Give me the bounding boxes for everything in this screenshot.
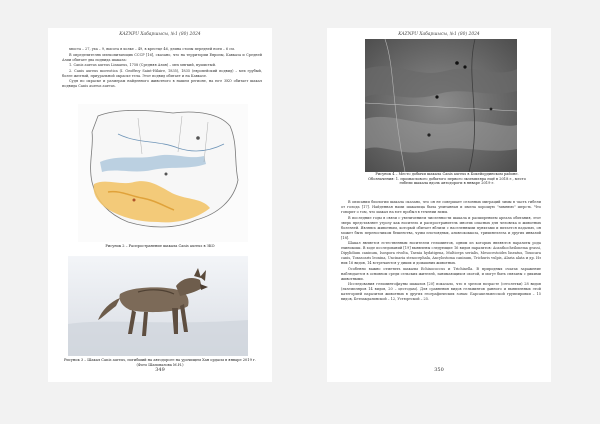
satellite-map [365,39,517,172]
paragraph: В описании биологии шакала сказано, что он не совершает сезонных миграций зимы в часть гибели от голода [17]. Найденная нами шакалица была упитанная и имела хорошую "зимнюю" шерсть. Что говорит о том, что шакал на юге пробыл в течении зимы. [341,200,541,214]
paragraph: 2. Canis aureus moreotica (I. Geoffroy Saint-Hilaire, 1835), 1835 (европейский подвид) – мех грубый, более желтый, приуральной окраске тела. Этот подвид обитает и на Кавказе. [62,68,262,78]
paragraph: В определителях млекопитающих СССР [16], сказано, что на территории Европы, Кавказа и Средней Азии обитает два подвида шакала: [62,52,262,62]
distribution-map [78,104,248,242]
paragraph: Судя по окраске и размерам найденного животного в нашем регионе, на юге ЗКО обитает шакал подвида Canis aureus aureus. [62,79,262,89]
paragraph: Шакал является естественным носителем гельминтов, одним из которых являются паразиты рода ехинококк. В ходе исследований [19] выявлены следующие 16 видов паразитов: Acanthocheilonema grassi, Dipylidium caninum, Isospora rivolta, Taenia hydatigena, Multiceps serialis, Mesocestoides lineatus, Toxocara canis, Toxascaris leonina, Uncinaria stenocephala, Ancylostoma caninum, Trichuris vulpis, Alaria alata и др. Из них 16 видов, 14 встречаются у диких и домашних животных. [341,241,541,266]
right-page [327,28,551,382]
jackal-photo [68,256,248,356]
paragraph: хвоста – 27, уха – 9, высота в холке – 49, в крестце 46, длина стопы передней ноги – 6 см. [69,47,236,51]
marker-1 [455,61,459,65]
page-number: 350 [434,367,444,373]
figure2-caption: Рисунок 2 – Распространение шакала Canis aureus в ЗКО [105,244,215,248]
page-header: KAZNPU Хабаршысы, №1 (80) 2024 [398,32,480,37]
marker-3 [435,95,438,98]
page-number: 349 [155,367,165,373]
body-text [341,200,541,303]
page-header: KAZNPU Хабаршысы, №1 (80) 2024 [119,32,201,37]
paragraph: В последние годы в связи с увеличением численности шакала и расширением ареала обитания, этот зверь представляет угрозу как носитель и распространитель многих опасных для человека и животных болезней. Являясь животным, который обитает вблизи с населенными пунктами и питается падалью, он может быть переносчиком бешенства, чумы плотоядных, альвеококкоза, трихинеллеза и других инвазий [18]. [341,215,541,240]
figure4-caption: Рисунок 4 – Место добычи шакала Canis aureus в Бокейординском районе. Обозначения: 1. промыслового добытого первого экземпляра ещё в 2018 г., место гибели шакала вдоль автодороги в январе 2019 г. [368,172,526,186]
marker-2 [463,65,466,68]
body-text [62,47,262,90]
paragraph: Исследования гельминтофауны шакалов [20] показало, что в зрелом возрасте (сеголетки) 28 видов (экземпляров 14 видов, 20 – цестодам). Для сравнения видов гельминтов данного и выявленных этой категорией паразитов животных в других географических зонах: Барсакельмесской группировки – 15 видов, Бетпакдалинской – 12, Устюртской – 25. [341,282,541,302]
paragraph: Особенно важно отметить шакалы Echinococcus и Trichinella. В природных очагах заражение наблюдается в основном среди сельских жителей, занимающихся охотой, и могут быть связаны с дикими животными. [341,266,541,281]
paragraph: 1. Canis aureus aureus Linnaeus, 1758 (Средняя Азия) – мех мягкий, пушистый. [69,63,217,68]
figure3-caption: Рисунок 3 – Шакал Canis aureus, погибший на автодороге на урочищем Хан ордасы в январе 2019 г. (Фото Шаповалова М.Н.) [63,358,257,367]
left-page [48,28,272,382]
